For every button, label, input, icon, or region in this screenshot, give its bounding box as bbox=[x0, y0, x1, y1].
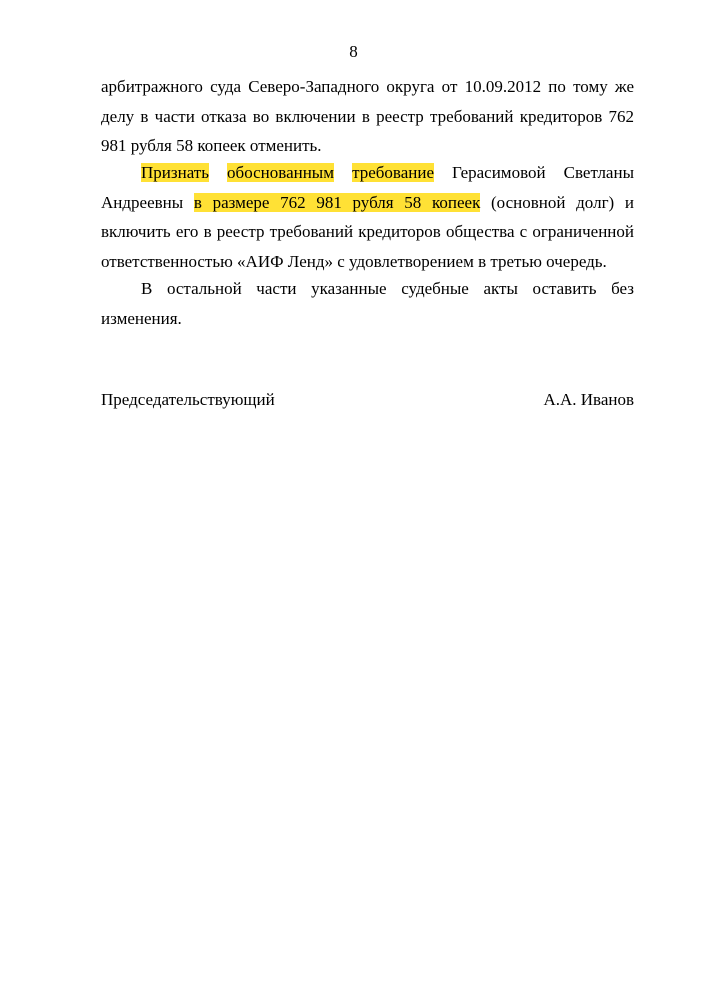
page-number: 8 bbox=[349, 42, 358, 61]
paragraph-3: В остальной части указанные судебные акты оставить без изменения. bbox=[101, 279, 634, 328]
highlight-word: Признать bbox=[141, 163, 209, 182]
highlight-word: обоснованным bbox=[227, 163, 334, 182]
signature-role: Председательствующий bbox=[101, 390, 275, 409]
highlight-word: требование bbox=[352, 163, 434, 182]
paragraph-2 bbox=[101, 158, 634, 276]
paragraph-1: арбитражного суда Северо-Западного округа от 10.09.2012 по тому же делу в части отказа во включении в реестр требований кредиторов 762 981 рубля 58 копеек отменить. bbox=[101, 77, 634, 156]
signature-row bbox=[101, 390, 634, 410]
highlight-amount: в размере 762 981 рубля 58 копеек bbox=[193, 192, 481, 212]
signature-name: А.А. Иванов bbox=[543, 390, 634, 409]
paragraph-text: Герасимовой Светланы Андреевны bbox=[101, 163, 635, 212]
paragraph-text: (основной долг) и включить его в реестр требований кредиторов общества с ограниченной ответственностью «АИФ Ленд» с удовлетворением в третью очередь. bbox=[101, 192, 634, 271]
